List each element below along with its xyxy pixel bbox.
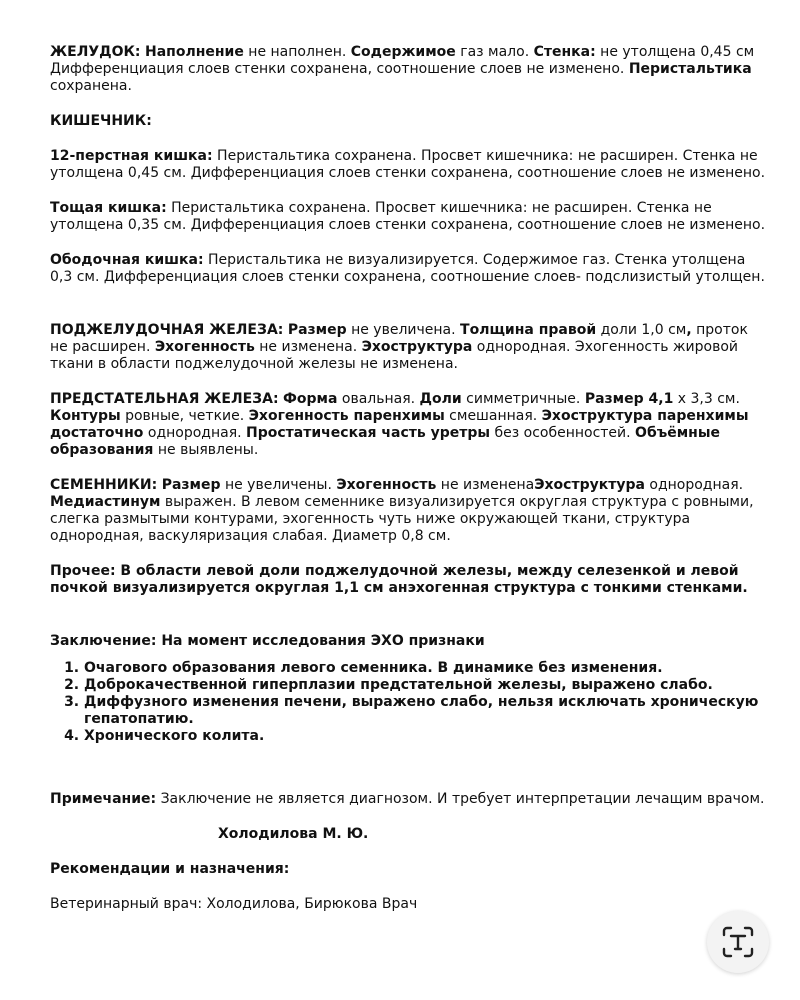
- conclusion-item: 2. Доброкачественной гиперплазии предстательной железы, выражено слабо.: [84, 677, 766, 694]
- pancreas-label: ПОДЖЕЛУДОЧНАЯ ЖЕЛЕЗА:: [50, 322, 284, 338]
- report-body: [50, 44, 766, 931]
- plain-text: ровные, четкие.: [120, 408, 249, 424]
- plain-text: не утолщена 0,45 см Дифференциация слоев стенки сохранена, соотношение слоев не изменено.: [50, 44, 755, 77]
- conclusion-list: [50, 660, 766, 745]
- intestine-header: КИШЕЧНИК:: [50, 113, 152, 129]
- plain-text: не выявлены.: [153, 442, 259, 458]
- bold-term: Эхоструктура: [361, 339, 473, 355]
- prostate-section: [50, 391, 766, 459]
- bold-term: Эхогенность: [154, 339, 255, 355]
- colon-label: Ободочная кишка:: [50, 252, 204, 268]
- note-text: Заключение не является диагнозом. И требует интерпретации лечащим врачом.: [156, 791, 765, 807]
- bold-term: Размер: [287, 322, 347, 338]
- bold-term: Доли: [419, 391, 462, 407]
- plain-text: не изменена: [436, 477, 535, 493]
- testes-label: СЕМЕННИКИ:: [50, 477, 158, 493]
- plain-text: газ мало.: [455, 44, 534, 60]
- vet-line: Ветеринарный врач: Холодилова, Бирюкова Врач: [50, 896, 418, 912]
- plain-text: не увеличены.: [220, 477, 337, 493]
- plain-text: смешанная.: [444, 408, 542, 424]
- prostate-label: ПРЕДСТАТЕЛЬНАЯ ЖЕЛЕЗА:: [50, 391, 279, 407]
- jejunum-label: Тощая кишка:: [50, 200, 167, 216]
- bold-term: Эхоструктура: [534, 477, 645, 493]
- note-label: Примечание:: [50, 791, 157, 807]
- recommendations-heading: [50, 861, 766, 878]
- conclusion-title: Заключение: На момент исследования ЭХО признаки: [50, 633, 485, 649]
- bold-term: Стенка:: [533, 44, 596, 60]
- stomach-section: [50, 44, 766, 95]
- plain-text: не увеличена.: [346, 322, 461, 338]
- stomach-text: [50, 44, 754, 94]
- bold-term: Форма: [283, 391, 338, 407]
- colon-text: Перистальтика не визуализируется. Содержимое газ. Стенка утолщена 0,3 см. Дифференциация слоев стенки сохранена, соотношение слоев- подслизистый утолщен.: [50, 252, 765, 285]
- plain-text: однородная.: [644, 477, 744, 493]
- plain-text: однородная.: [143, 425, 247, 441]
- bold-term: Перистальтика: [628, 61, 752, 77]
- text-recognition-button[interactable]: [707, 911, 769, 973]
- plain-text: выражен. В левом семеннике визуализируется округлая структура с ровными, слегка размытыми контурами, эхогенность чуть ниже окружающей ткани, структура однородная, васкуляризация слабая. Диаметр 0,8 см.: [50, 494, 754, 544]
- other-text: Прочее: В области левой доли поджелудочной железы, между селезенкой и левой почкой визуализируется округлая 1,1 см анэхогенная структура с тонкими стенками.: [50, 563, 748, 596]
- jejunum-text: Перистальтика сохранена. Просвет кишечника: не расширен. Стенка не утолщена 0,35 см. Дифференциация слоев стенки сохранена, соотношение слоев не изменено.: [50, 200, 766, 233]
- colon-section: [50, 252, 766, 286]
- bold-term: Размер 4,1: [584, 391, 674, 407]
- conclusion-item: 4. Хронического колита.: [84, 728, 766, 745]
- bold-term: Простатическая часть уретры: [246, 425, 491, 441]
- plain-text: без особенностей.: [490, 425, 636, 441]
- bold-term: Эхогенность паренхимы: [248, 408, 445, 424]
- conclusion-item: 1. Очагового образования левого семенника. В динамике без изменения.: [84, 660, 766, 677]
- stomach-label: ЖЕЛУДОК:: [50, 44, 141, 60]
- bold-term: Медиастинум: [50, 494, 161, 510]
- jejunum-section: [50, 200, 766, 234]
- duodenum-label: 12-перстная кишка:: [50, 148, 213, 164]
- duodenum-text: Перистальтика сохранена. Просвет кишечника: не расширен. Стенка не утолщена 0,45 см. Дифференциация слоев стенки сохранена, соотношение слоев не изменено.: [50, 148, 766, 181]
- plain-text: х 3,3 см.: [673, 391, 740, 407]
- note-section: [50, 791, 766, 808]
- bold-term: Содержимое: [350, 44, 456, 60]
- bold-term: Контуры: [50, 408, 121, 424]
- text-recognition-icon: [721, 925, 755, 959]
- bold-term: Толщина правой: [460, 322, 597, 338]
- recommendations-label: Рекомендации и назначения:: [50, 861, 290, 877]
- plain-text: овальная.: [337, 391, 420, 407]
- plain-text: однородная. Эхогенность жировой ткани в области поджелудочной железы не изменена.: [50, 339, 739, 372]
- plain-text: доли 1,0 см: [596, 322, 687, 338]
- conclusion-item: 3. Диффузного изменения печени, выражено слабо, нельзя исключать хроническую гепатопатию.: [84, 694, 766, 728]
- bold-term: Размер: [161, 477, 221, 493]
- pancreas-section: [50, 322, 766, 373]
- other-findings: [50, 563, 766, 597]
- plain-text: не изменена.: [254, 339, 362, 355]
- plain-text: сохранена.: [50, 78, 132, 94]
- plain-text: не наполнен.: [243, 44, 351, 60]
- bold-term: Объёмные образования: [50, 425, 721, 458]
- duodenum-section: [50, 148, 766, 182]
- bold-term: Эхоструктура паренхимы достаточно: [50, 408, 749, 441]
- bold-term: Эхогенность: [336, 477, 437, 493]
- testes-section: [50, 477, 766, 545]
- signature: Холодилова М. Ю.: [218, 826, 369, 842]
- plain-text: симметричные.: [461, 391, 585, 407]
- plain-text: проток не расширен.: [50, 322, 748, 355]
- bold-term: ,: [686, 322, 692, 338]
- bold-term: Наполнение: [145, 44, 244, 60]
